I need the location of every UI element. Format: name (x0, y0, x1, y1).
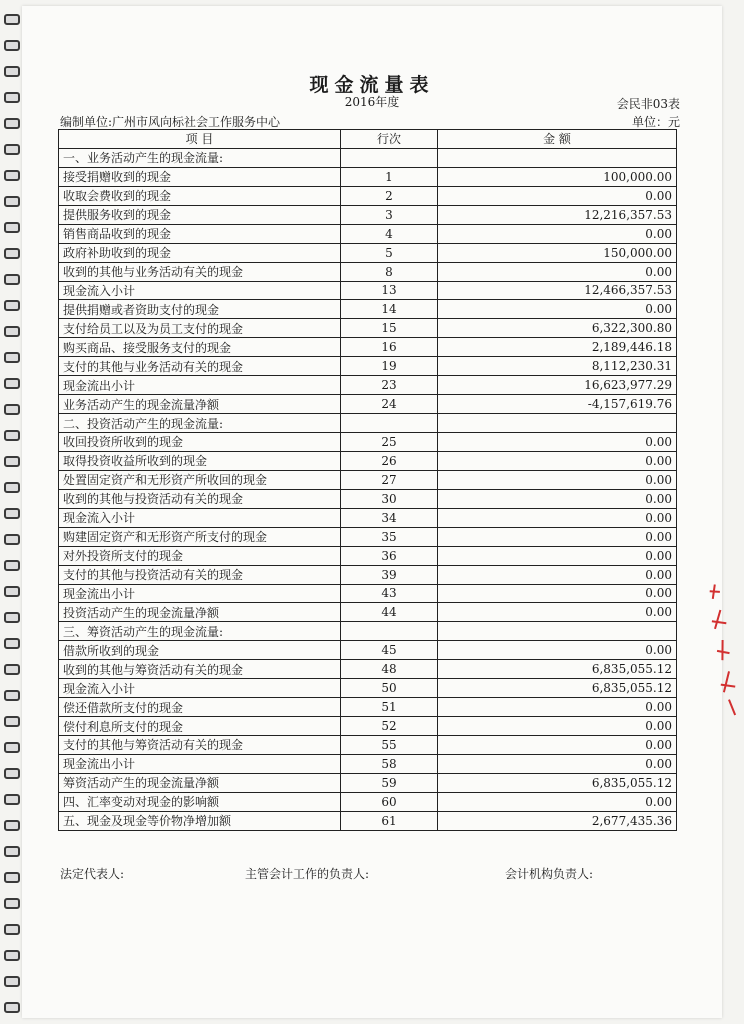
row-line-number: 26 (341, 451, 438, 470)
row-amount: 6,835,055.12 (438, 679, 677, 698)
binding-ring (4, 40, 20, 51)
binding-ring (4, 950, 20, 961)
row-amount: 0.00 (438, 754, 677, 773)
signature-row (60, 865, 680, 881)
header-amount: 金 额 (438, 130, 677, 149)
row-line-number: 24 (341, 395, 438, 414)
binding-ring (4, 170, 20, 181)
row-item: 业务活动产生的现金流量净额 (59, 395, 341, 414)
table-row (59, 508, 677, 527)
row-amount: 2,677,435.36 (438, 811, 677, 830)
row-line-number (341, 148, 438, 167)
row-amount: 6,322,300.80 (438, 319, 677, 338)
binding-ring (4, 222, 20, 233)
table-row (59, 641, 677, 660)
row-amount: 12,216,357.53 (438, 205, 677, 224)
header-info-row (60, 113, 680, 129)
table-row (59, 622, 677, 641)
row-line-number: 61 (341, 811, 438, 830)
row-item: 投资活动产生的现金流量净额 (59, 603, 341, 622)
table-row (59, 224, 677, 243)
table-row (59, 357, 677, 376)
row-item: 销售商品收到的现金 (59, 224, 341, 243)
table-row (59, 792, 677, 811)
row-item: 现金流出小计 (59, 584, 341, 603)
row-item: 支付的其他与业务活动有关的现金 (59, 357, 341, 376)
row-item: 借款所收到的现金 (59, 641, 341, 660)
row-amount: 0.00 (438, 565, 677, 584)
row-line-number: 50 (341, 679, 438, 698)
row-amount: 0.00 (438, 262, 677, 281)
binding-ring (4, 924, 20, 935)
table-row (59, 451, 677, 470)
binding-ring (4, 1002, 20, 1013)
binding-ring (4, 846, 20, 857)
binding-ring (4, 872, 20, 883)
binding-ring (4, 118, 20, 129)
table-row (59, 584, 677, 603)
header-line: 行次 (341, 130, 438, 149)
row-item: 支付的其他与筹资活动有关的现金 (59, 736, 341, 755)
row-line-number: 16 (341, 338, 438, 357)
row-amount: 6,835,055.12 (438, 773, 677, 792)
binding-ring (4, 508, 20, 519)
binding-ring (4, 820, 20, 831)
row-item: 提供捐赠或者资助支付的现金 (59, 300, 341, 319)
row-line-number: 59 (341, 773, 438, 792)
row-line-number (341, 414, 438, 433)
binding-ring (4, 456, 20, 467)
row-item: 现金流入小计 (59, 679, 341, 698)
binding-ring (4, 144, 20, 155)
row-line-number: 58 (341, 754, 438, 773)
table-row (59, 433, 677, 452)
table-row (59, 262, 677, 281)
table-row (59, 754, 677, 773)
table-row (59, 243, 677, 262)
row-line-number: 36 (341, 546, 438, 565)
row-amount: 150,000.00 (438, 243, 677, 262)
row-amount: 0.00 (438, 736, 677, 755)
binding-ring (4, 482, 20, 493)
row-amount: 0.00 (438, 527, 677, 546)
binding-ring (4, 690, 20, 701)
row-item: 收取会费收到的现金 (59, 186, 341, 205)
row-item: 二、投资活动产生的现金流量: (59, 414, 341, 433)
row-amount: 0.00 (438, 433, 677, 452)
accounting-head-label: 主管会计工作的负责人: (245, 867, 370, 881)
row-amount: 0.00 (438, 489, 677, 508)
table-row (59, 717, 677, 736)
form-number: 会民非03表 (616, 97, 680, 111)
row-amount: -4,157,619.76 (438, 395, 677, 414)
table-row (59, 281, 677, 300)
organization-label: 编制单位:广州市风向标社会工作服务中心 (60, 115, 281, 129)
row-item: 政府补助收到的现金 (59, 243, 341, 262)
row-line-number: 39 (341, 565, 438, 584)
binding-ring (4, 976, 20, 987)
binding-ring (4, 274, 20, 285)
row-item: 对外投资所支付的现金 (59, 546, 341, 565)
binding-ring (4, 612, 20, 623)
table-row (59, 546, 677, 565)
row-item: 一、业务活动产生的现金流量: (59, 148, 341, 167)
binding-ring (4, 898, 20, 909)
binding-ring (4, 586, 20, 597)
row-amount: 0.00 (438, 717, 677, 736)
table-row (59, 205, 677, 224)
binding-ring (4, 352, 20, 363)
table-row (59, 319, 677, 338)
row-line-number (341, 622, 438, 641)
row-item: 筹资活动产生的现金流量净额 (59, 773, 341, 792)
row-amount: 0.00 (438, 186, 677, 205)
row-line-number: 5 (341, 243, 438, 262)
row-amount: 0.00 (438, 508, 677, 527)
accounting-org-head-label: 会计机构负责人: (505, 867, 594, 881)
table-row (59, 186, 677, 205)
row-item: 三、筹资活动产生的现金流量: (59, 622, 341, 641)
row-line-number: 35 (341, 527, 438, 546)
row-item: 购买商品、接受服务支付的现金 (59, 338, 341, 357)
row-item: 现金流出小计 (59, 376, 341, 395)
table-header-row (59, 130, 677, 149)
row-amount: 0.00 (438, 698, 677, 717)
row-amount (438, 622, 677, 641)
binding-ring (4, 14, 20, 25)
binding-ring (4, 430, 20, 441)
row-item: 提供服务收到的现金 (59, 205, 341, 224)
binding-ring (4, 664, 20, 675)
row-line-number: 1 (341, 167, 438, 186)
row-line-number: 60 (341, 792, 438, 811)
row-item: 收到的其他与筹资活动有关的现金 (59, 660, 341, 679)
row-item: 收到的其他与业务活动有关的现金 (59, 262, 341, 281)
header-item: 项 目 (59, 130, 341, 149)
row-amount: 0.00 (438, 603, 677, 622)
table-row (59, 470, 677, 489)
table-row (59, 414, 677, 433)
table-row (59, 148, 677, 167)
row-amount: 0.00 (438, 224, 677, 243)
row-amount: 0.00 (438, 300, 677, 319)
row-line-number: 8 (341, 262, 438, 281)
row-item: 四、汇率变动对现金的影响额 (59, 792, 341, 811)
table-row (59, 811, 677, 830)
row-line-number: 19 (341, 357, 438, 376)
row-item: 现金流入小计 (59, 508, 341, 527)
legal-representative-label: 法定代表人: (60, 867, 125, 881)
binding-ring (4, 378, 20, 389)
row-amount: 0.00 (438, 641, 677, 660)
row-line-number: 4 (341, 224, 438, 243)
table-row (59, 395, 677, 414)
row-line-number: 51 (341, 698, 438, 717)
binding-ring (4, 326, 20, 337)
row-amount: 100,000.00 (438, 167, 677, 186)
row-item: 购建固定资产和无形资产所支付的现金 (59, 527, 341, 546)
row-line-number: 45 (341, 641, 438, 660)
report-year: 2016年度 (344, 95, 400, 109)
row-item: 现金流出小计 (59, 754, 341, 773)
table-row (59, 603, 677, 622)
table-row (59, 167, 677, 186)
row-item: 偿付利息所支付的现金 (59, 717, 341, 736)
row-line-number: 44 (341, 603, 438, 622)
binding-ring (4, 742, 20, 753)
table-row (59, 773, 677, 792)
row-item: 支付的其他与投资活动有关的现金 (59, 565, 341, 584)
row-line-number: 34 (341, 508, 438, 527)
binding-ring (4, 638, 20, 649)
binding-ring (4, 248, 20, 259)
row-item: 收回投资所收到的现金 (59, 433, 341, 452)
row-item: 取得投资收益所收到的现金 (59, 451, 341, 470)
row-line-number: 15 (341, 319, 438, 338)
row-amount: 0.00 (438, 451, 677, 470)
row-item: 五、现金及现金等价物净增加额 (59, 811, 341, 830)
row-item: 接受捐赠收到的现金 (59, 167, 341, 186)
row-line-number: 23 (341, 376, 438, 395)
row-line-number: 55 (341, 736, 438, 755)
row-item: 现金流入小计 (59, 281, 341, 300)
binding-ring (4, 300, 20, 311)
row-line-number: 25 (341, 433, 438, 452)
row-line-number: 3 (341, 205, 438, 224)
row-amount: 6,835,055.12 (438, 660, 677, 679)
row-item: 处置固定资产和无形资产所收回的现金 (59, 470, 341, 489)
row-line-number: 14 (341, 300, 438, 319)
binding-ring (4, 560, 20, 571)
row-amount: 12,466,357.53 (438, 281, 677, 300)
row-line-number: 48 (341, 660, 438, 679)
row-amount: 0.00 (438, 792, 677, 811)
row-amount: 8,112,230.31 (438, 357, 677, 376)
table-row (59, 300, 677, 319)
table-row (59, 338, 677, 357)
table-row (59, 489, 677, 508)
binding-ring (4, 534, 20, 545)
row-line-number: 13 (341, 281, 438, 300)
table-row (59, 679, 677, 698)
row-amount (438, 148, 677, 167)
table-row (59, 565, 677, 584)
table-row (59, 698, 677, 717)
unit-label: 单位：元 (631, 115, 680, 129)
table-row (59, 527, 677, 546)
row-amount (438, 414, 677, 433)
table-row (59, 660, 677, 679)
row-item: 收到的其他与投资活动有关的现金 (59, 489, 341, 508)
row-line-number: 43 (341, 584, 438, 603)
row-amount: 16,623,977.29 (438, 376, 677, 395)
binding-ring (4, 196, 20, 207)
row-amount: 0.00 (438, 470, 677, 489)
binding-ring (4, 404, 20, 415)
cash-flow-table (58, 129, 677, 831)
binding-ring (4, 794, 20, 805)
row-item: 偿还借款所支付的现金 (59, 698, 341, 717)
row-item: 支付给员工以及为员工支付的现金 (59, 319, 341, 338)
table-row (59, 736, 677, 755)
binding-ring (4, 716, 20, 727)
page-title: 现金流量表 (309, 74, 435, 96)
row-amount: 0.00 (438, 546, 677, 565)
table-row (59, 376, 677, 395)
row-line-number: 27 (341, 470, 438, 489)
row-amount: 0.00 (438, 584, 677, 603)
row-line-number: 52 (341, 717, 438, 736)
binding-ring (4, 768, 20, 779)
row-line-number: 2 (341, 186, 438, 205)
row-line-number: 30 (341, 489, 438, 508)
row-amount: 2,189,446.18 (438, 338, 677, 357)
